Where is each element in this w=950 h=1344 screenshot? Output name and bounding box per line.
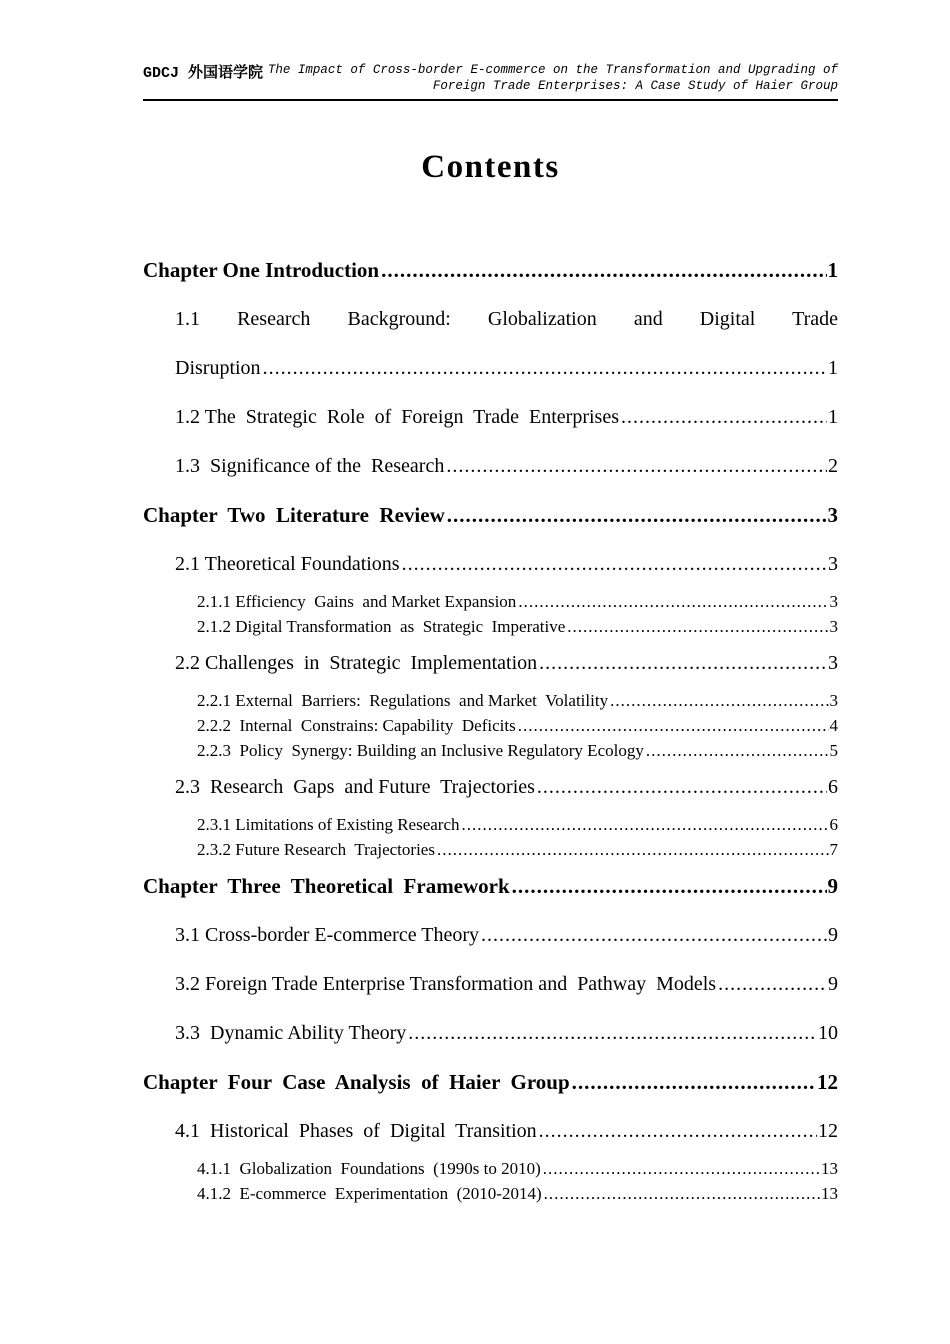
toc-entry[interactable] [143, 911, 838, 960]
toc-entry-text: 2.2 Challenges in Strategic Implementation [175, 652, 538, 674]
toc-entry-text: 4.1.2 E-commerce Experimentation (2010-2014) [197, 1184, 542, 1203]
toc-entry[interactable] [143, 812, 838, 837]
toc-entry-text: 2.3.2 Future Research Trajectories [197, 840, 435, 859]
page-number: 5 [829, 741, 838, 760]
toc-entry-text: Chapter Two Literature Review [143, 503, 445, 527]
toc-entry[interactable] [143, 738, 838, 763]
running-title [268, 62, 838, 94]
toc-entry[interactable] [143, 1156, 838, 1181]
toc-entry-text: 4.1.1 Globalization Foundations (1990s to 2010) [197, 1159, 541, 1178]
toc-entry-text: 1.1 Research Background: Globalization and Digital Trade [175, 308, 838, 330]
page-number: 1 [828, 357, 838, 379]
page-number: 12 [818, 1120, 838, 1142]
leader-dots [402, 540, 827, 589]
toc-entry[interactable] [143, 1058, 838, 1107]
toc-entry-text: 2.2.2 Internal Constrains: Capability Deficits [197, 716, 516, 735]
page-number: 1 [827, 258, 838, 282]
leader-dots [572, 1058, 816, 1107]
toc-entry[interactable] [143, 1107, 838, 1156]
toc-entry[interactable] [143, 713, 838, 738]
page-number: 13 [821, 1159, 838, 1178]
toc-entry-text: 2.1 Theoretical Foundations [175, 553, 400, 575]
leader-dots [621, 393, 827, 442]
toc-entry-text: 2.1.1 Efficiency Gains and Market Expansion [197, 592, 517, 611]
leader-dots [481, 911, 827, 960]
page-number: 3 [828, 652, 838, 674]
toc-entry-text: 2.3 Research Gaps and Future Trajectories [175, 776, 535, 798]
toc-entry[interactable] [143, 540, 838, 589]
page-number: 1 [828, 406, 838, 428]
toc-entry[interactable] [143, 960, 838, 1009]
toc-entry[interactable] [143, 344, 838, 393]
leader-dots [539, 639, 827, 688]
toc-entry-text: 4.1 Historical Phases of Digital Transition [175, 1120, 537, 1142]
toc-entry[interactable] [143, 614, 838, 639]
running-title-line2: Foreign Trade Enterprises: A Case Study of Haier Group [432, 79, 838, 93]
toc-entry[interactable] [143, 491, 838, 540]
leader-dots [263, 344, 827, 393]
toc-entry-text: 3.3 Dynamic Ability Theory [175, 1022, 407, 1044]
page-header [143, 62, 838, 101]
leader-dots [718, 960, 827, 1009]
leader-dots [544, 1181, 820, 1206]
toc-entry-text: 2.3.1 Limitations of Existing Research [197, 815, 460, 834]
toc-entry-text: 3.2 Foreign Trade Enterprise Transformation and Pathway Models [175, 973, 717, 995]
toc-entry-text: 2.2.3 Policy Synergy: Building an Inclusive Regulatory Ecology [197, 741, 644, 760]
toc-entry[interactable] [143, 246, 838, 295]
toc-entry-text: 3.1 Cross-border E-commerce Theory [175, 924, 479, 946]
toc-entry-text: Chapter One Introduction [143, 258, 380, 282]
toc-entry-text: 2.1.2 Digital Transformation as Strategic Imperative [197, 617, 566, 636]
page-number: 10 [818, 1022, 838, 1044]
toc-entry-text: Chapter Four Case Analysis of Haier Group [143, 1070, 570, 1094]
page-number: 3 [828, 553, 838, 575]
page-number: 4 [829, 716, 838, 735]
page-number: 6 [828, 776, 838, 798]
toc-entry[interactable] [143, 639, 838, 688]
table-of-contents [143, 246, 838, 1206]
leader-dots [518, 589, 828, 614]
page-number: 3 [827, 503, 838, 527]
leader-dots [462, 812, 829, 837]
toc-entry-text: 1.3 Significance of the Research [175, 455, 445, 477]
leader-dots [567, 614, 828, 639]
page-number: 12 [817, 1070, 838, 1094]
page-title: Contents [421, 149, 560, 185]
page-number: 7 [829, 840, 838, 859]
leader-dots [537, 763, 827, 812]
page-number: 9 [828, 924, 838, 946]
leader-dots [446, 442, 827, 491]
leader-dots [381, 246, 826, 295]
page-number: 3 [829, 617, 838, 636]
page-number: 9 [828, 973, 838, 995]
page-number: 3 [829, 592, 838, 611]
page-number: 13 [821, 1184, 838, 1203]
toc-entry-text: Chapter Three Theoretical Framework [143, 874, 510, 898]
toc-entry[interactable] [143, 837, 838, 862]
running-title-line1: The Impact of Cross-border E-commerce on the Transformation and Upgrading of [267, 63, 838, 77]
toc-entry-text: Disruption [175, 357, 261, 379]
leader-dots [437, 837, 829, 862]
leader-dots [539, 1107, 817, 1156]
page-number: 3 [829, 691, 838, 710]
page-number: 9 [827, 874, 838, 898]
leader-dots [408, 1009, 817, 1058]
toc-entry[interactable] [143, 393, 838, 442]
toc-entry-text: 1.2 The Strategic Role of Foreign Trade Enterprises [175, 406, 620, 428]
toc-entry[interactable] [143, 442, 838, 491]
leader-dots [447, 491, 827, 540]
toc-entry[interactable] [143, 295, 838, 344]
page-number: 2 [828, 455, 838, 477]
page-number: 6 [829, 815, 838, 834]
leader-dots [512, 862, 827, 911]
toc-entry[interactable] [143, 763, 838, 812]
toc-entry-text: 2.2.1 External Barriers: Regulations and Market Volatility [197, 691, 609, 710]
leader-dots [518, 713, 829, 738]
toc-entry[interactable] [143, 589, 838, 614]
toc-entry[interactable] [143, 1009, 838, 1058]
leader-dots [543, 1156, 820, 1181]
leader-dots [610, 688, 828, 713]
school-name: GDCJ 外国语学院 [143, 65, 264, 82]
toc-entry[interactable] [143, 1181, 838, 1206]
leader-dots [646, 738, 829, 763]
toc-entry[interactable] [143, 688, 838, 713]
toc-entry[interactable] [143, 862, 838, 911]
